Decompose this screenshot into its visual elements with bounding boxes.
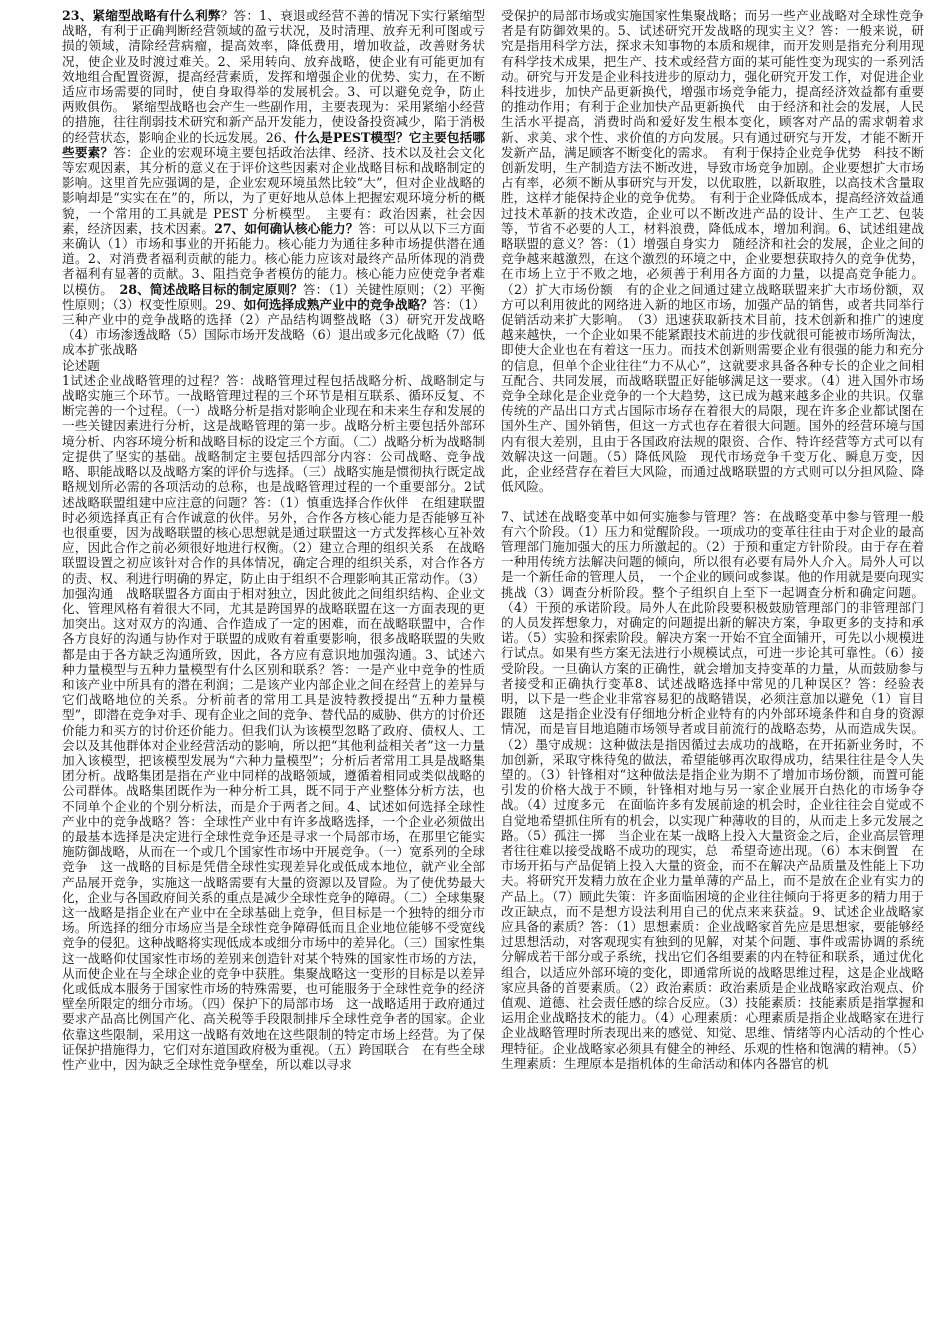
question-27-body: 答：可以从以下三方面来确认（1）市场和事业的开拓能力。核心能力为通往多种市场提供潜在通道。2、对消费者福利贡献的能力。核心能力应该对最终产品所体现的消费者福利有显著的贡献。3、阻挡竞争者模仿的能力。核心能力应使竞争者难以模仿。	[62, 220, 486, 297]
question-23-26	[62, 8, 485, 358]
question-29-heading: 如何选择成熟产业中的竞争战略？	[243, 296, 433, 312]
question-29-body: 答：（1）三种产业中的竞争战略的选择（2）产品结构调整战略（3）研究开发战略（4）市场渗透战略（5）国际市场开发战略（6）退出或多元化战略（7）低成本扩张战略	[62, 296, 485, 358]
paragraph-gap	[501, 495, 924, 509]
question-27-heading: 27、如何确认核心能力？	[214, 220, 359, 236]
question-26-heading: 什么是PEST模型？它主要包括哪些要素？	[62, 129, 485, 160]
question-23-body: ？答：1、衰退或经营不善的情况下实行紧缩型战略，有利于正确判断经营领域的盈亏状况，及时清理、放弃无利可图或亏损的领域，清除经营病瘤，提高效率，降低费用，增加收益，改善财务状况，使企业及时渡过难关。2、采用转向、放弃战略，使企业有可能更加有效地组合配置资源，提高经营素质，发挥和增强企业的优势、实力，在不断适应市场需要的同时，使自身取得举的发展机会。3、可以避免竞争，防止两败俱伤。 紧缩型战略也会产生一些副作用，主要表现为：采用紧缩小经营的措施，往往削弱技术研究和新产品开发能力，使设备投资减少，陷于消极的经营状态，影响企业的长远发展。26、	[62, 8, 485, 145]
essay-questions-1-4: 1试述企业战略管理的过程？答：战略管理过程包括战略分析、战略制定与战略实施三个环节。一战略管理过程的三个环节是相互联系、循环反复、不断完善的一个过程。（一）战略分析是指对影响企业现在和未来生存和发展的一些关键因素进行分析，这是战略管理的第一步。战略分析主要包括外部环境分析、内容环境分析和战略目标的设定三个方面。（二）战略分析为战略制定提供了坚实的基础。战略制定主要包括四部分内容：公司战略、竞争战略、职能战略以及战略方案的评价与选择。（三）战略实施是惯彻执行既定战略规划所必需的各项活动的总称，也是战略管理过程的一个重要部分。2试述战略联盟组建中应注意的问题？答：（1）慎重选择合作伙伴 在组建联盟时必须选择真正有合作诚意的伙伴。另外，合作各方核心能力是否能够互补也很重要，因为战略联盟的核心思想就是通过联盟这一方式发挥核心互补效应，因此合作之前必须很好地进行权衡。（2）建立合理的组织关系 在战略联盟设置之初应该针对合作的具体情况，确定合理的组织关系，对合作各方的责、权、利进行明确的界定，防止由于组织不合理影响其正常动作。（3）加强沟通 战略联盟各方面由于相对独立，因此彼此之间组织结构、企业文化、管理风格有着很大不同，尤其是跨国界的战略联盟在这一方面表现的更加突出。这对双方的沟通、合作造成了一定的困难，而在战略联盟中，合作各方良好的沟通与协作对于联盟的成败有着重要影响，很多战略联盟的失败都是由于各方缺乏沟通所致，因此，各方应有意识地加强沟通。3、试述六种力量模型与五种力量模型有什么区别和联系？答：一是产业中竞争的性质和该产业中所具有的潜在利润；二是该产业内部企业之间在经营上的差异与它们战略地位的关系。分析前者的常用工具是波特教授提出“五种力量模型”，即潜在竞争对手、现有企业之间的竞争、替代品的威胁、供方的讨价还价能力和买方的讨价还价能力。但我们认为该模型忽略了政府、债权人、工会以及其他群体对企业经营活动的影响，所以把“其他利益相关者”这一力量加入该模型，把该模型发展为“六种力量模型”；分析后者常用工具是战略集团分析。战略集团是指在产业中同样的战略领域，遵循着相同或类似战略的公司群体。战略集团既作为一种分析工具，既不同于产业整体分析方法，也不同单个企业的个别分析法，而是介于两者之间。4、试述如何选择全球性产业中的竞争战略？答：全球性产业中有许多战略选择，一个企业必须做出的最基本选择是决定进行全球性竞争还是寻求一个局部市场，在那里它能实施防御战略，从而在一个或几个国家性市场中开展竞争。（一）宽系列的全球竞争 这一战略的目标是凭借全球性实现差异化或低成本地位，就产业全部产品展开竞争，实施这一战略需要有大量的资源以及冒险。为了使优势最大化，企业与各国政府间关系的重点是减少全球性竞争的障碍。（二）全球集聚 这一战略是指企业在产业中在全球基础上竞争，但目标是一个独特的细分市场。所选择的细分市场应当是全球性竞争障碍低而且企业地位能够不受宽线竞争的侵犯。这种战略将实现低成本或细分市场中的差异化。（三）国家性集 这一战略仰仗国家性市场的差别来创造针对某个特殊的国家性市场的方法，从而使企业在与全球企业的竞争中获胜。集聚战略这一变形的目标是以差异化或低成本服务于国家性市场的特殊需要，也可能服务于全球性竞争的经济壁垒所限定的细分市场。（四）保护下的局部市场 这一战略适用于政府通过要求产品高比例国产化、高关税等手段限制排斥全球性竞争者的国家。企业依靠这些限制，采用这一战略有效地在这些限制的特定市场上经营。为了保证保护措施得力，它们对东道国政府极为重视。（五）跨国联合 在有些全球性产业中，因为缺乏全球性竞争壁垒，所以难以寻求	[62, 372, 498, 1073]
essay-questions-4-6: 受保护的局部市场或实施国家性集聚战略；而另一些产业战略对全球性竞争者是有防御效果的。5、试述研究开发战略的现实主义？答：一般来说，研究是指用科学方法，探求未知事物的本质和规律，而开发则是指充分利用现有科学技术成果，把生产、技术或经营方面的某可能性变为现实的一系列活动。研究与开发是企业科技进步的原动力，强化研究开发工作，对促进企业科技进步，加快产品更新换代，增强市场竞争能力，提高经济效益都有重要的推动作用；有利于企业加快产品更新换代 由于经济和社会的发展，人民生活水平提高，消费时尚和爱好发生根本变化，顾客对产品的需求朝着求新、求美、求个性、求价值的方向发展。只有通过研究与开发，才能不断开发新产品，满足顾客不断变化的需求。 有利于保持企业竞争优势 科技不断创新发明，生产制造方法不断改进，导致市场竞争加剧。企业要想扩大市场占有率，必须不断从事研究与开发，以优取胜，以新取胜，以高技术含量取胜，这样才能保持企业的竞争优势。 有利于企业降低成本，提高经济效益通过技术革新的技术改造，企业可以不断改进产品的设计、生产工艺、包装等，节省不必要的人工，材料浪费，降低成本，增加利润。6、试述组建战略联盟的意义？答：（1）增强自身实力 随经济和社会的发展，企业之间的竞争越来越激烈，在这个激烈的环境之中，企业要想获取持久的竞争优势，在市场上立于不败之地，必须善于利用各方面的力量，以提高竞争能力。（2）扩大市场份额 有的企业之间通过建立战略联盟来扩大市场份额，双方可以利用彼此的网络进入新的地区市场，加强产品的销售，或者共同举行促销活动来扩大影响。 （3）迅速获取新技术目前，技术创新和推广的速度越来越快，一个企业如果不能紧跟技术前进的步伐就很可能被市场所淘汰，即使大企业也在有着这一压力。而技术创新则需要企业有很强的能力和充分的信息，但单个企业往往“力不从心”，这就要求具备各种专长的企业之间相互配合、共同发展，而战略联盟正好能够满足这一要求。（4）进入国外市场 竞争全球化是企业竞争的一个大趋势，这已成为越来越多企业的共识。仅靠传统的产品出口方式占国际市场存在着很大的局限，现在许多企业都试图在国外生产、国外销售，但这一方式也存在着很大问题。国外的经营环境与国内有很大差别，且由于各国政府法规的限资、合作、特许经营等方式可以有效解决这一问题。（5）降低风险 现代市场竞争千变万化、瞬息万变，因此，企业经营存在着巨大风险，而通过战略联盟的方式则可以分担风险、降低风险。	[501, 8, 937, 495]
question-28-body: 答：（1）关键性原则；（2）平衡性原则；（3）权变性原则。29、	[62, 281, 485, 312]
question-26-body: 答：企业的宏观环境主要包括政治法律、经济、技术以及社会文化等宏观因素，其分析的意义在于评价这些因素对企业战略目标和战略制定的影响。这里首先应强调的是，企业宏观环境虽然比较“大”，但对企业战略的影响却是“实实在在”的，所以，为了更好地从总体上把握宏观环境分析的概貌，一个常用的工具就是 PEST 分析模型。 主要有：政治因素，社会因素，经济因素，技术因素。	[62, 144, 486, 236]
question-23-heading: 23、紧缩型战略有什么利弊	[62, 8, 221, 23]
question-28-heading: 28、简述战略目标的制定原则？	[119, 281, 303, 297]
essay-questions-7-9: 7、试述在战略变革中如何实施参与管理？答：在战略变革中参与管理一般有六个阶段。（1）压力和觉醒阶段。一项成功的变革往往由于对企业的最高管理部门施加强大的压力所激起的。（2）于预和重定方针阶段。由于存在着一种用传统方法解决问题的倾向，所以很有必要有局外人介入。局外人可以是一个新任命的管理人员， 一个企业的顾问或参谋。他的作用就是要向现实挑战（3）调查分析阶段。整个子组织自上至下一起调查分析和确定问题。（4）干预的承诺阶段。局外人在此阶段要积极鼓励管理部门的非管理部门的人员发挥想象力，对确定的问题提出新的解决方案，争取更多的支持和承诺。（5）实验和探索阶段。解决方案一开始不宜全面铺开，可先以小规模进行试点。如果有些方案无法进行小规模试点，可进一步论其可靠性。（6）接受阶段。一旦确认方案的正确性，就会增加支持变革的力量，从而鼓励参与者接受和正确执行变革8、试述战略选择中常见的几种误区？答：经验表明，以下是一些企业非常容易犯的战略错误，必须注意加以避免（1）盲目跟随 这是指企业没有仔细地分析企业特有的内外部环境条件和自身的资源情况，而是盲目地追随市场领导者或目前流行的战略态势，从而造成失误。（2）墨守成规：这种做法是指因循过去成功的战略，在开拓新业务时，不加创新，采取守株待兔的做法，希望能够再次取得成功，结果往往是令人失望的。（3）针锋相对“这种做法是指企业为期不了增加市场份额，而置可能引发的价格大战于不顾，针锋相对地与另一家企业展开白热化的市场争夺战。（4）过度多元 在面临许多有发展前途的机会时，企业往往会自觉或不自觉地希望抓住所有的机会，以实现广种薄收的目的，从而走上多元发展之路。（5）孤注一掷 当企业在某一战略上投入大量资金之后，企业高层管理者往往难以接受战略不成功的现实，总 希望奇迹出现。（6）本末倒置 在市场开拓与产品促销上投入大量的资金，而不在解决产品质量及性能上下功夫。将研究开发精力放在企业力量单薄的产品上，而不是放在企业有实力的产品上。（7）顾此失策：许多面临困境的企业往往倾向于将更多的精力用于改正缺点，而不是想方设法利用自己的优点来来获益。9、试述企业战略家应具备的素质？答：（1）思想素质：企业战略家首先应是思想家，要能够经过思想活动，对客观现实有独到的见解，对某个问题、事件或需协调的系统分解成若干部分或子系统，找出它们各组要素的内在特征和联系，通过优化组合，以适应外部环境的变化，即通常所说的战略思维过程，这是企业战略家应具备的首要素质。（2）政治素质：政治素质是企业战略家政治观点、价值观、道德、社会责任感的综合反应。（3）技能素质：技能素质是指掌握和运用企业战略技术的能力。（4）心理素质：心理素质是指企业战略家在进行企业战略管理时所表现出来的感觉、知觉、思维、情绪等内心活动的个性心理特征。企业战略家必须具有健全的神经、乐观的性格和饱满的精神。（5）生理素质：生理原本是指机体的生命活动和体内各器官的机	[501, 508, 924, 1071]
left-column	[62, 8, 498, 1336]
section-title-essay: 论述题	[62, 357, 100, 373]
right-column	[501, 8, 937, 1336]
